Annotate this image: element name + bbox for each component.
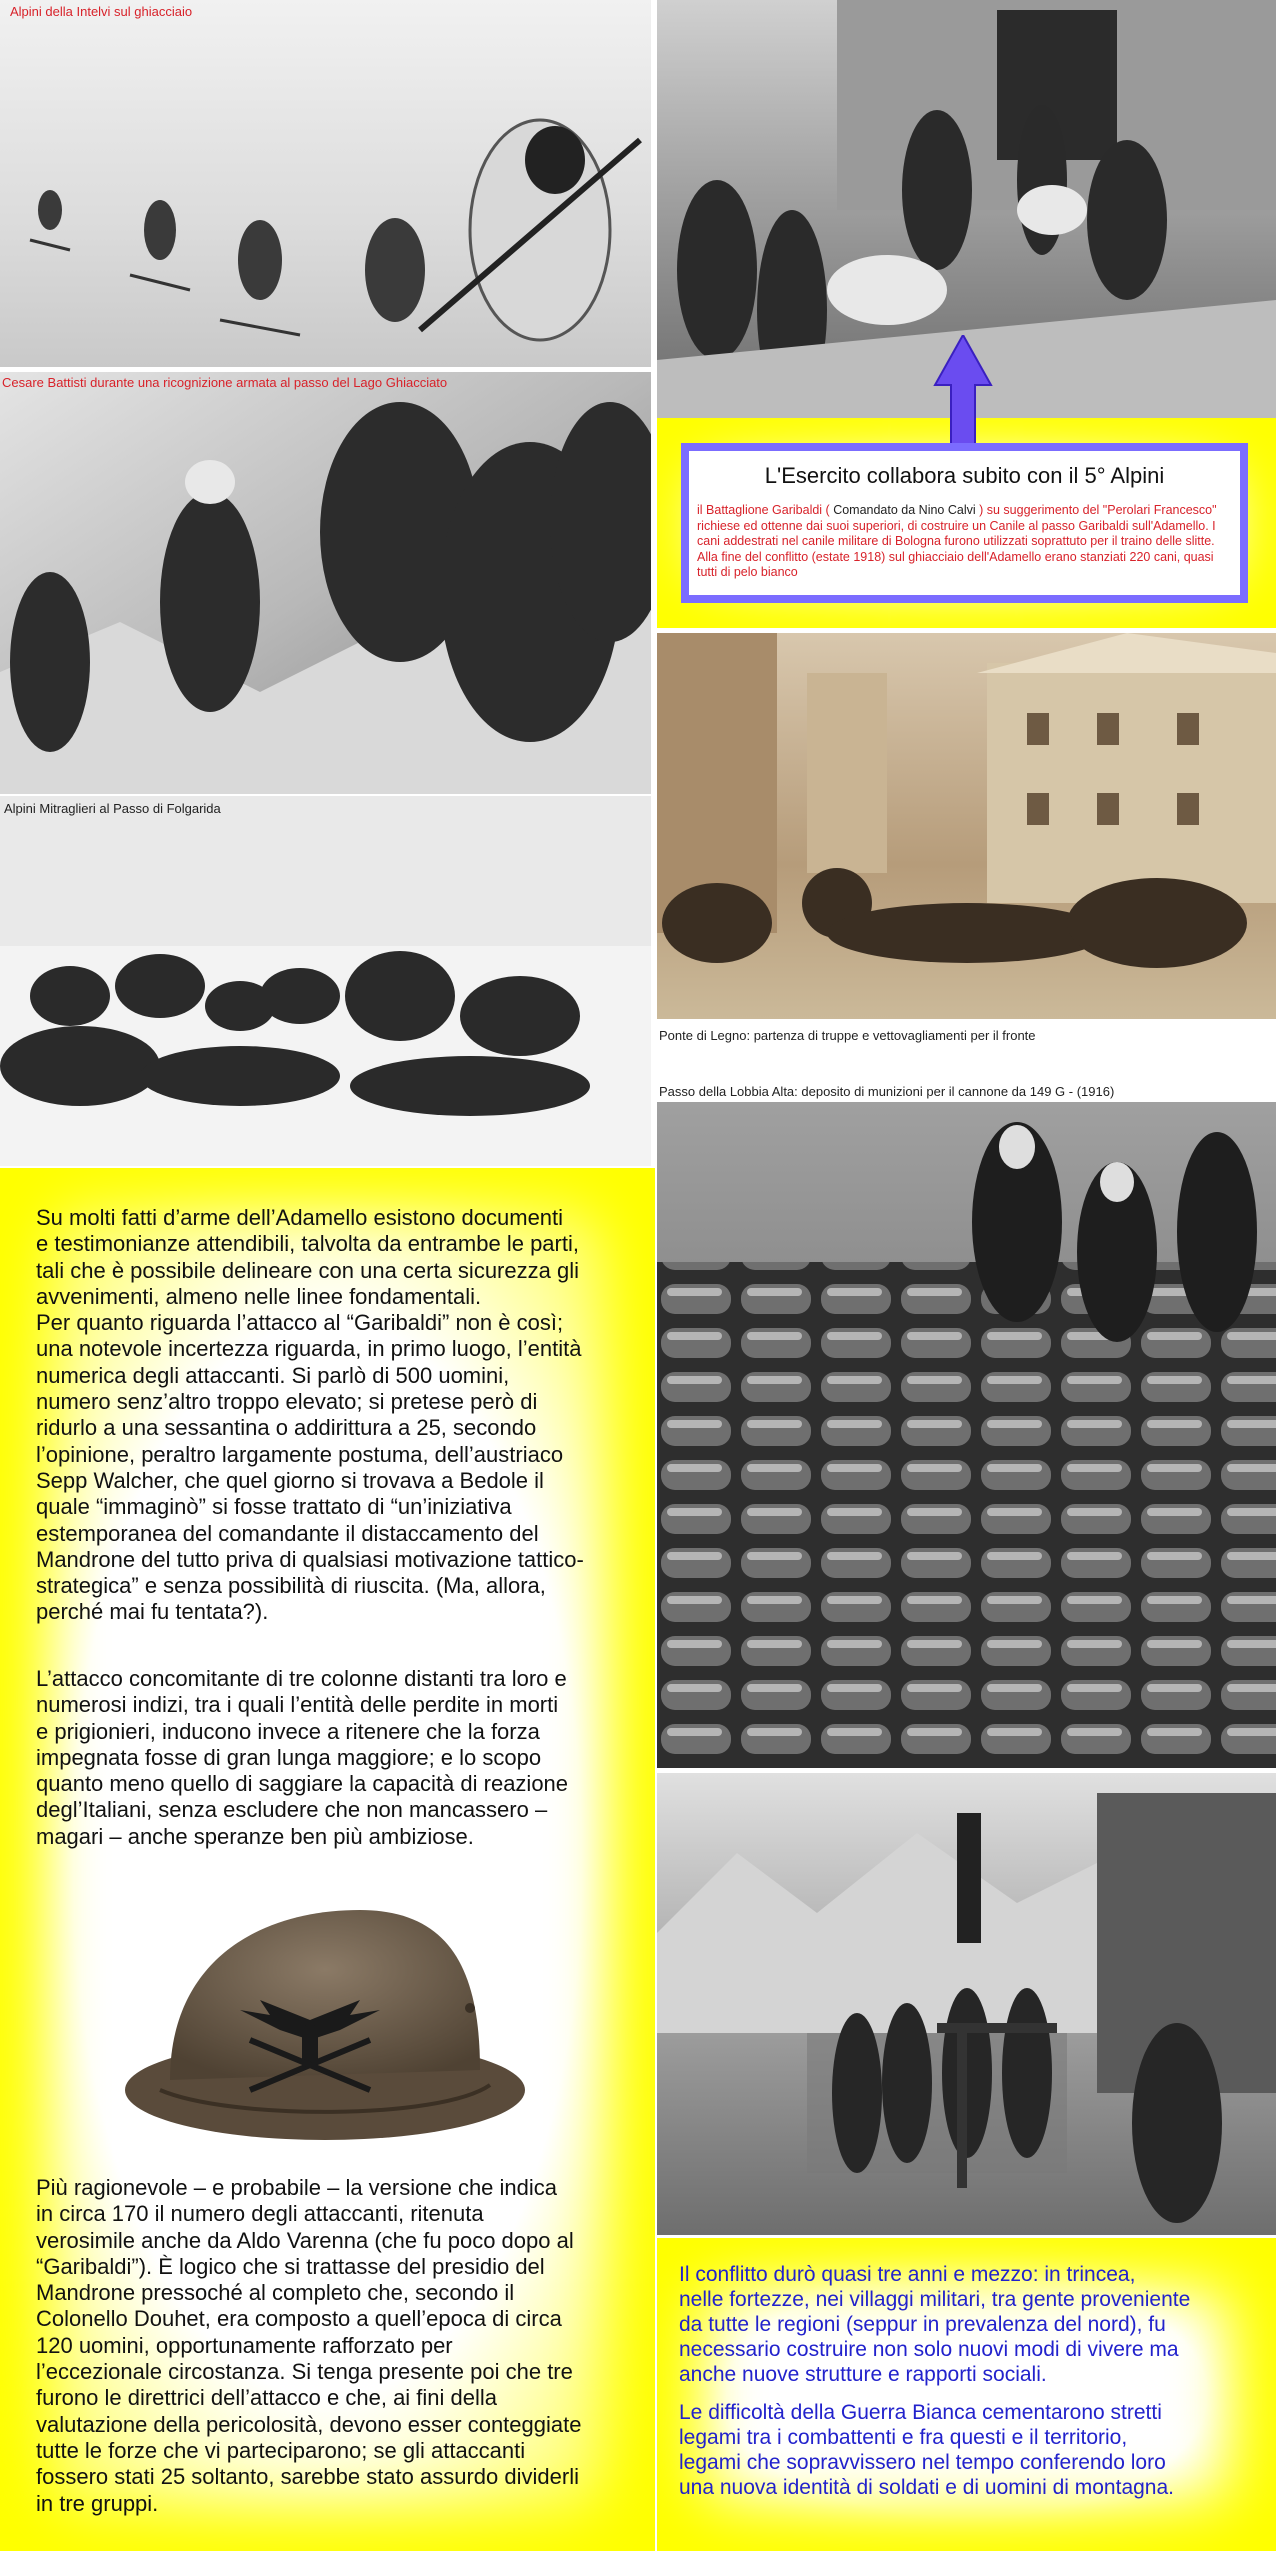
army-body-rest: ) su suggerimento del "Perolari Francesco" richiese ed ottenne dai suoi superiori, di costruire un Canile al passo Garibaldi sull'Adamello. I cani addestrati nel canile militare di Bologna furono utilizzati soprattuto per il traino delle slitte. Alla fine del conflitto (estate 1918) sul ghiacciaio dell'Adamello erano stanziati 220 cani, quasi tutti di pelo bianco bbox=[697, 503, 1217, 579]
army-info-box bbox=[681, 443, 1248, 603]
up-arrow-icon bbox=[933, 335, 993, 450]
photo-alpini-mitraglieri bbox=[0, 796, 651, 1166]
photo-lobbia-munizioni bbox=[657, 1102, 1276, 1768]
army-box-title: L'Esercito collabora subito con il 5° Alpini bbox=[764, 463, 1165, 488]
blue-paragraph-1: Il conflitto durò quasi tre anni e mezzo: in trincea, nelle fortezze, nei villaggi militari, tra gente proveniente da tutte le regioni (seppur in prevalenza del nord), fu necessario costruire non solo nuovi modi di vivere ma anche nuove strutture e rapporti sociali. bbox=[679, 2263, 1191, 2386]
caption-mitraglieri: Alpini Mitraglieri al Passo di Folgarida bbox=[4, 801, 221, 816]
alpini-hat-image bbox=[110, 1890, 530, 2150]
photo-ponte-di-legno bbox=[657, 633, 1276, 1019]
caption-lobbia: Passo della Lobbia Alta: deposito di munizioni per il cannone da 149 G - (1916) bbox=[659, 1084, 1115, 1099]
main-paragraph-1: Su molti fatti d’arme dell’Adamello esistono documenti e testimonianze attendibili, talvolta da entrambe le parti, tali che è possibile delineare con una certa sicurezza gli avvenimenti, almeno nelle linee fondamentali. Per quanto riguarda l’attacco al “Garibaldi” non è così; una notevole incertezza riguarda, in primo luogo, l’entità numerica degli attaccanti. Si parlò di 500 uomini, numero senz’altro troppo elevato; si pretese però di ridurlo a una sessantina o addirittura a 25, secondo l’opinione, peraltro largamente postuma, dell’austriaco Sepp Walcher, che quel giorno si trovava a Bedole il quale “immaginò” si fosse trattato di “un’iniziativa estemporanea del comandante il distaccamento del Mandrone del tutto priva di qualsiasi motivazione tattico- strategica” e senza possibilità di riuscita. (Ma, allora, perché mai fu tentata?). bbox=[36, 1205, 584, 1625]
army-body-start: il Battaglione Garibaldi ( bbox=[697, 503, 834, 517]
photo-cesare-battisti bbox=[0, 372, 651, 794]
photo-alpini-verticale bbox=[657, 1773, 1276, 2235]
main-paragraph-3: Più ragionevole – e probabile – la versione che indica in circa 170 il numero degli attaccanti, ritenuta verosimile anche da Aldo Varenna (che fu poco dopo al “Garibaldi”). È logico che si trattasse del presidio del Mandrone pressoché al completo che, secondo il Colonello Douhet, era composto a quell’epoca di circa 120 uomini, opportunamente rafforzato per l’eccezionale circostanza. Si tenga presente poi che tre furono le direttrici dell’attacco e che, ai fini della valutazione della pericolosità, devono esser conteggiate tutte le forze che vi parteciparono; se gli attaccanti fossero stati 25 soltanto, sarebbe stato assurdo dividerli in tre gruppi. bbox=[36, 2175, 582, 2516]
photo-alpini-ski bbox=[0, 0, 651, 367]
caption-ponte-legno: Ponte di Legno: partenza di truppe e vettovagliamenti per il fronte bbox=[659, 1028, 1036, 1043]
army-body-commander: Comandato da Nino Calvi bbox=[833, 503, 976, 517]
army-box-body bbox=[697, 503, 1232, 581]
blue-paragraph-2: Le difficoltà della Guerra Bianca cementarono stretti legami tra i combattenti e fra questi e il territorio, legami che sopravvissero nel tempo conferendo loro una nuova identità di soldati e di uomini di montagna. bbox=[679, 2401, 1174, 2499]
main-paragraph-2: L’attacco concomitante di tre colonne distanti tra loro e numerosi indizi, tra i quali l’entità delle perdite in morti e prigionieri, inducono invece a ritenere che la forza impegnata fosse di gran lunga maggiore; e lo scopo quanto meno quello di saggiare la capacità di reazione degl’Italiani, senza escludere che non mancassero – magari – anche speranze ben più ambiziose. bbox=[36, 1666, 569, 1849]
caption-battisti: Cesare Battisti durante una ricognizione armata al passo del Lago Ghiacciato bbox=[2, 375, 448, 390]
caption-alpini-intelvi: Alpini della Intelvi sul ghiacciaio bbox=[10, 4, 193, 19]
